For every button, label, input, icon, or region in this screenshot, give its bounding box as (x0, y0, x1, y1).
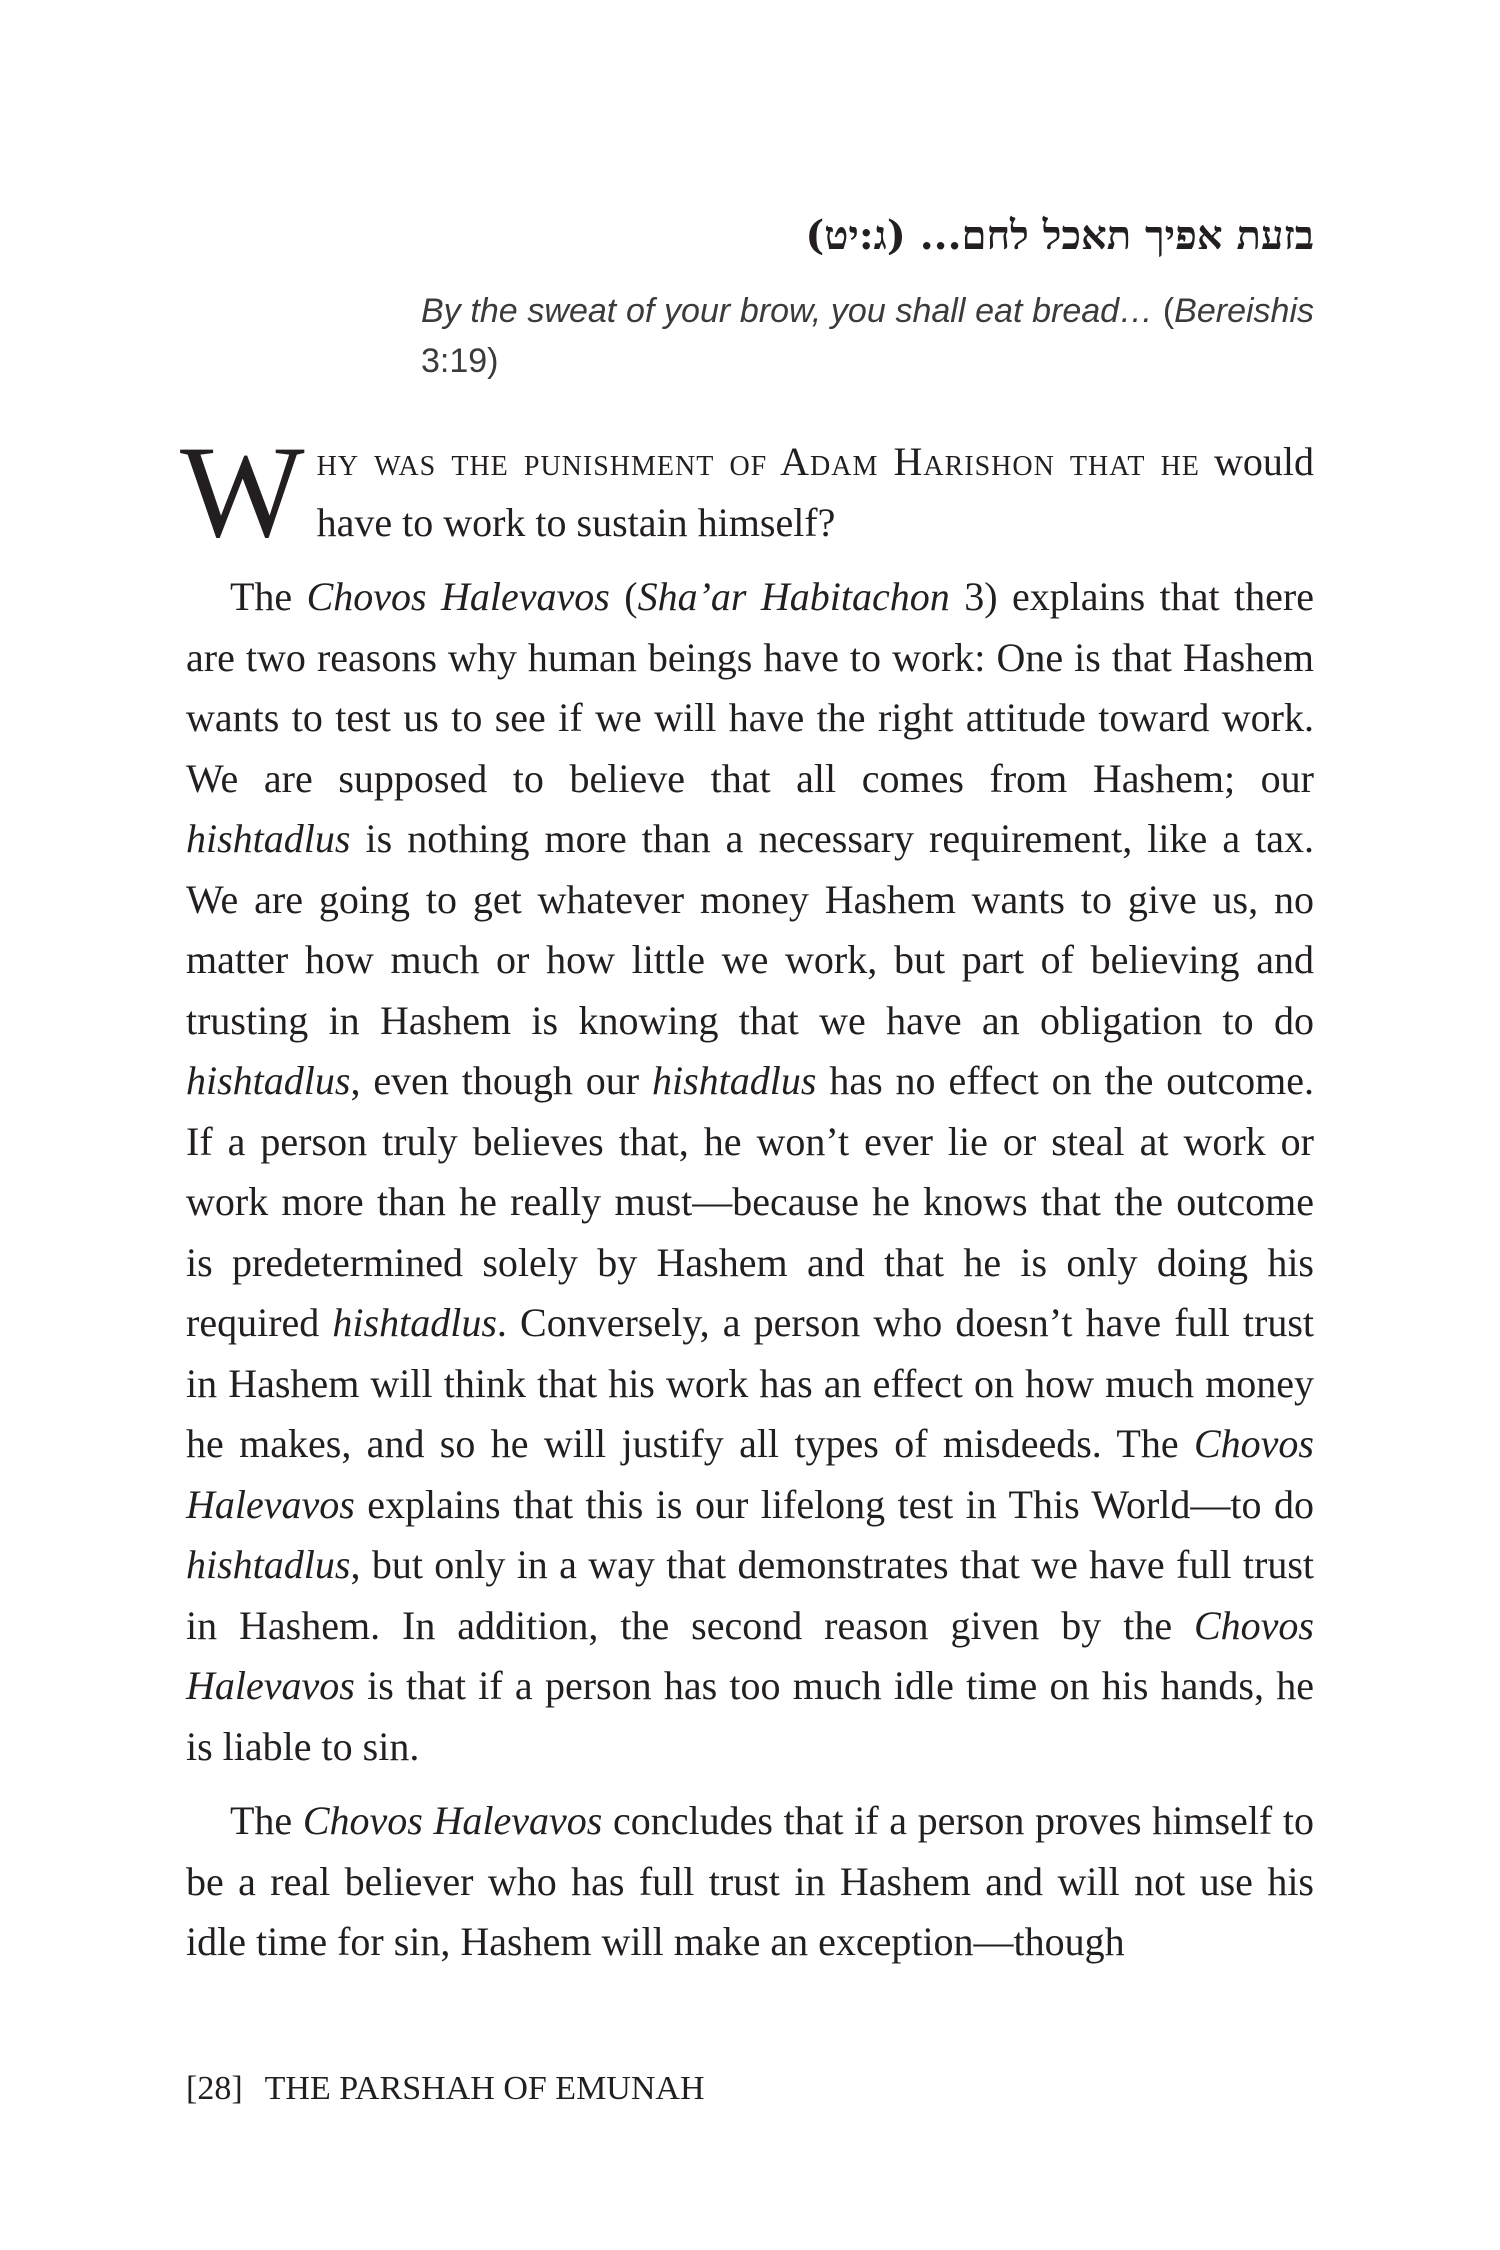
page-footer (186, 2064, 705, 2114)
p2-text: is nothing more than a necessary requirement, like a tax. We are going to get whatever money Hashem wants to give us, no matter how much or how little we work, but part of believing and trusting in Hashem is knowing that we have an obligation to do (186, 816, 1314, 1043)
p2-italic: hishtadlus (186, 816, 351, 861)
p2-text: 3) explains that there are two reasons why human beings have to work: One is that Hashem wants to test us to see if we will have the right attitude toward work. We are supposed to believe that all comes from Hashem; our (186, 574, 1314, 801)
paragraph-1 (180, 418, 1314, 565)
verse-translation (421, 286, 1314, 386)
p2-text: has no effect on the outcome. If a person truly believes that, he won’t ever lie or steal at work or work more than he really must—because he knows that the outcome is predetermined solely by Hashem and that he is only doing his required (186, 1058, 1314, 1345)
ref-book: Bereishis (1174, 292, 1314, 330)
p2-text: , even though our (350, 1058, 652, 1103)
p2-italic: hishtadlus (651, 1058, 817, 1103)
p2-text: is that if a person has too much idle time on his hands, he is liable to sin. (186, 1663, 1314, 1769)
p2-italic: Chovos Halevavos (186, 1602, 1314, 1708)
translation-text: By the sweat of your brow, you shall eat bread… (421, 292, 1154, 330)
ref-verse: 3:19) (421, 342, 499, 380)
running-title: THE PARSHAH OF EMUNAH (264, 2070, 705, 2107)
p2-text: , but only in a way that demonstrates that we have full trust in Hashem. In addition, the second reason given by the (186, 1542, 1314, 1648)
p2-text: ( (609, 574, 638, 619)
body-text (180, 418, 1315, 1973)
paragraph-3 (186, 1791, 1314, 1973)
p2-italic: hishtadlus (332, 1300, 497, 1345)
p2-italic: Chovos Halevavos (306, 574, 610, 619)
p2-text: The (230, 574, 307, 619)
page-number: [28] (186, 2070, 243, 2107)
p2-italic: Sha’ar Habitachon (637, 574, 950, 619)
p3-text: concludes that if a person proves himself to be a real believer who has full trust in Hashem and will not use his idle time for sin, Hashem will make an exception—though (186, 1798, 1315, 1964)
book-page (180, 0, 1315, 2250)
p2-text: explains that this is our lifelong test in This World—to do (354, 1481, 1314, 1527)
paragraph-1-rest: would have to work to sustain himself? (316, 439, 1314, 545)
p2-italic: hishtadlus (186, 1542, 351, 1587)
drop-cap: W (180, 418, 305, 565)
p2-italic: hishtadlus (186, 1058, 351, 1103)
p3-text: The (230, 1798, 303, 1843)
paragraph-2 (186, 567, 1314, 1777)
p2-italic: Chovos Halevavos (186, 1421, 1314, 1527)
p3-italic: Chovos Halevavos (302, 1798, 603, 1843)
ref-open-paren: ( (1162, 292, 1175, 330)
p2-text: . Conversely, a person who doesn’t have full trust in Hashem will think that his work has an effect on how much money he makes, and so he will justify all types of misdeeds. The (186, 1300, 1315, 1466)
hebrew-verse: בזעת אפיך תאכל לחם... (ג:יט) (805, 212, 1314, 259)
small-caps-opening: hy was the punishment of Adam Harishon that he (316, 439, 1200, 484)
